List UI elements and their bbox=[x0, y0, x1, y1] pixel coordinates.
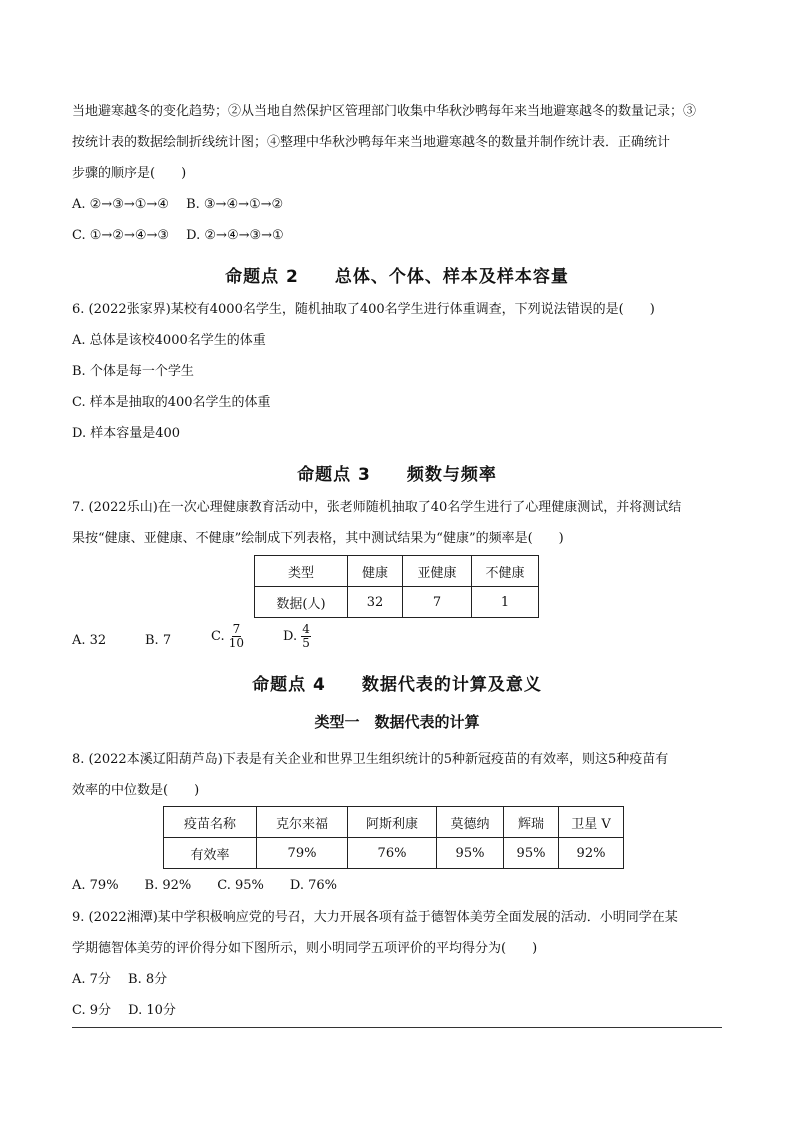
table-cell: 1 bbox=[472, 587, 539, 618]
q6-stem: 6. (2022张家界)某校有4000名学生，随机抽取了400名学生进行体重调查，下列说法错误的是( ) bbox=[72, 302, 655, 317]
table-row bbox=[255, 556, 539, 587]
section-4-subheading: 类型一 数据代表的计算 bbox=[314, 713, 480, 731]
table-cell: 92% bbox=[559, 838, 624, 869]
table-cell: 辉瑞 bbox=[504, 807, 559, 838]
q8-options: A. 79% B. 92% C. 95% D. 76% bbox=[72, 878, 338, 893]
fraction-denominator: 5 bbox=[302, 636, 310, 650]
q8-table bbox=[163, 806, 624, 869]
table-cell: 有效率 bbox=[164, 838, 257, 869]
q5-line-1: 当地避寒越冬的变化趋势；②从当地自然保护区管理部门收集中华秋沙鸭每年来当地避寒越冬的数量记录；③ bbox=[72, 104, 697, 119]
q7-option-d bbox=[283, 623, 311, 650]
q9-line-1: 9. (2022湘潭)某中学积极响应党的号召，大力开展各项有益于德智体美劳全面发展的活动．小明同学在某 bbox=[72, 910, 678, 925]
table-cell: 95% bbox=[437, 838, 504, 869]
option-label: C. bbox=[211, 629, 225, 644]
table-cell: 数据(人) bbox=[255, 587, 348, 618]
table-cell: 阿斯利康 bbox=[348, 807, 437, 838]
q7-option-b: B. 7 bbox=[145, 633, 172, 648]
fraction bbox=[301, 623, 311, 650]
page-divider bbox=[72, 1027, 722, 1028]
q6-option-a: A. 总体是该校4000名学生的体重 bbox=[72, 333, 266, 348]
q7-line-1: 7. (2022乐山)在一次心理健康教育活动中，张老师随机抽取了40名学生进行了心理健康测试，并将测试结 bbox=[72, 500, 682, 515]
q6-option-d: D. 样本容量是400 bbox=[72, 426, 181, 441]
fraction-numerator: 7 bbox=[232, 622, 241, 636]
q9-options-row-2: C. 9分 D. 10分 bbox=[72, 1003, 176, 1018]
fraction bbox=[229, 623, 244, 650]
q7-option-a: A. 32 bbox=[72, 633, 107, 648]
table-cell: 79% bbox=[257, 838, 348, 869]
q7-table bbox=[254, 555, 539, 618]
q7-line-2: 果按“健康、亚健康、不健康”绘制成下列表格，其中测试结果为“健康”的频率是( ) bbox=[72, 531, 564, 546]
q9-options-row-1: A. 7分 B. 8分 bbox=[72, 972, 168, 987]
q6-option-b: B. 个体是每一个学生 bbox=[72, 364, 194, 379]
table-cell: 亚健康 bbox=[403, 556, 472, 587]
section-3-heading: 命题点 3 频数与频率 bbox=[297, 465, 497, 485]
q9-line-2: 学期德智体美劳的评价得分如下图所示，则小明同学五项评价的平均得分为( ) bbox=[72, 941, 538, 956]
table-row bbox=[255, 587, 539, 618]
table-cell: 7 bbox=[403, 587, 472, 618]
q7-option-c bbox=[211, 623, 244, 650]
q5-line-2: 按统计表的数据绘制折线统计图；④整理中华秋沙鸭每年来当地避寒越冬的数量并制作统计表．正确统计 bbox=[72, 135, 671, 150]
table-cell: 卫星 V bbox=[559, 807, 624, 838]
q8-line-1: 8. (2022本溪辽阳葫芦岛)下表是有关企业和世界卫生组织统计的5种新冠疫苗的有效率，则这5种疫苗有 bbox=[72, 752, 669, 767]
q8-line-2: 效率的中位数是( ) bbox=[72, 783, 200, 798]
table-cell: 76% bbox=[348, 838, 437, 869]
table-cell: 类型 bbox=[255, 556, 348, 587]
option-label: D. bbox=[283, 629, 298, 644]
section-4-heading: 命题点 4 数据代表的计算及意义 bbox=[252, 675, 542, 695]
table-row bbox=[164, 807, 624, 838]
q5-options-row-2: C. ①→②→④→③ D. ②→④→③→① bbox=[72, 228, 284, 243]
table-cell: 不健康 bbox=[472, 556, 539, 587]
q5-options-row-1: A. ②→③→①→④ B. ③→④→①→② bbox=[72, 197, 284, 212]
table-cell: 95% bbox=[504, 838, 559, 869]
table-cell: 克尔来福 bbox=[257, 807, 348, 838]
table-cell: 莫德纳 bbox=[437, 807, 504, 838]
fraction-numerator: 4 bbox=[302, 622, 310, 636]
section-2-heading: 命题点 2 总体、个体、样本及样本容量 bbox=[225, 267, 569, 287]
table-row bbox=[164, 838, 624, 869]
table-cell: 健康 bbox=[348, 556, 403, 587]
table-cell: 疫苗名称 bbox=[164, 807, 257, 838]
q5-line-3: 步骤的顺序是( ) bbox=[72, 166, 187, 181]
q6-option-c: C. 样本是抽取的400名学生的体重 bbox=[72, 395, 271, 410]
table-cell: 32 bbox=[348, 587, 403, 618]
fraction-denominator: 10 bbox=[228, 636, 245, 650]
